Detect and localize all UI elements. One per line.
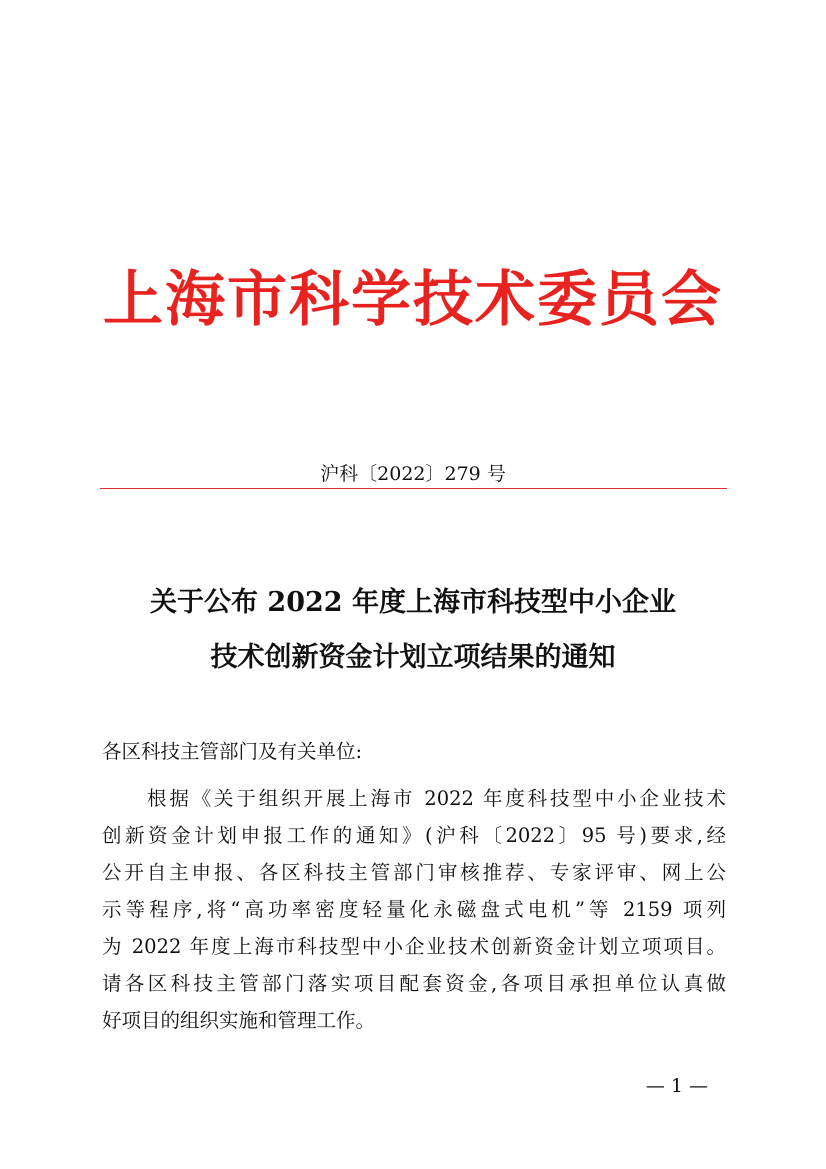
salutation: 各区科技主管部门及有关单位: (102, 740, 363, 763)
notice-title-line-2: 技术创新资金计划立项结果的通知 (210, 642, 616, 673)
red-divider-rule (100, 488, 727, 489)
body-line-6: 请各区科技主管部门落实项目配套资金,各项目承担单位认真做 (102, 972, 726, 995)
page-number: — 1 — (645, 1075, 708, 1097)
document-number: 沪科〔2022〕279 号 (320, 463, 506, 485)
body-line-2: 创新资金计划申报工作的通知》(沪科〔2022〕95 号)要求,经 (102, 824, 726, 847)
body-line-1: 根据《关于组织开展上海市 2022 年度科技型中小企业技术 (147, 787, 726, 810)
masthead: 上海市科学技术委员会 (103, 265, 723, 335)
body-line-4: 示等程序,将“高功率密度轻量化永磁盘式电机”等 2159 项列 (102, 898, 726, 921)
body-line-5: 为 2022 年度上海市科技型中小企业技术创新资金计划立项项目。 (102, 935, 726, 958)
body-line-3: 公开自主申报、各区科技主管部门审核推荐、专家评审、网上公 (102, 861, 726, 884)
notice-title-line-1: 关于公布 2022 年度上海市科技型中小企业 (150, 587, 676, 618)
body-line-7: 好项目的组织实施和管理工作。 (102, 1009, 376, 1032)
